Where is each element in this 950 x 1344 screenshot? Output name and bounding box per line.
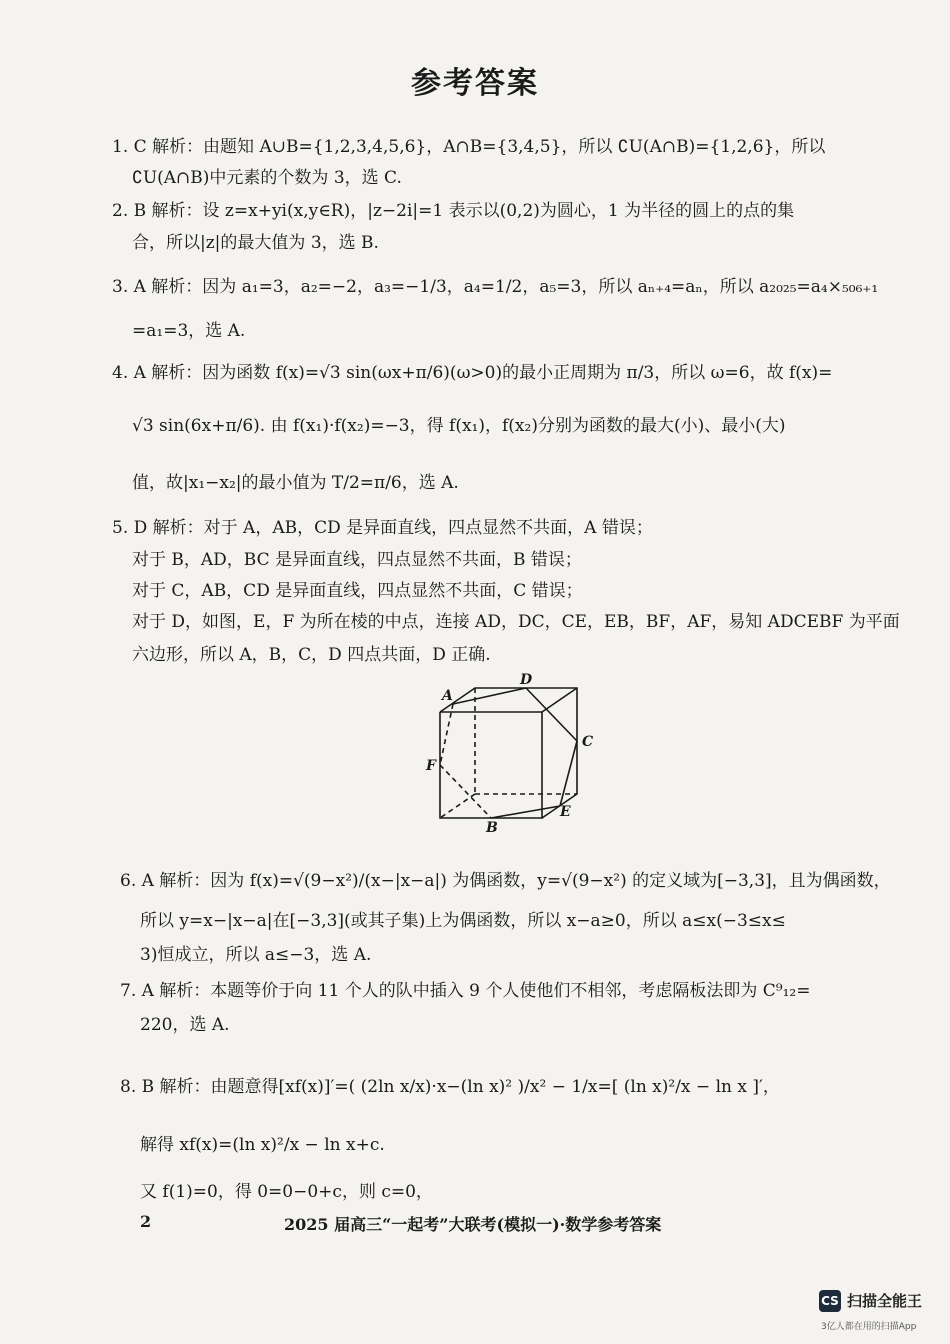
page-title: 参考答案 <box>411 66 539 101</box>
answer-line: =a₁=3，选 A. <box>132 321 246 341</box>
page-number: 2 <box>140 1212 152 1231</box>
scanner-logo-icon: CS <box>819 1290 841 1312</box>
answer-line: 3)恒成立，所以 a≤−3，选 A. <box>140 945 372 965</box>
answer-line: 合，所以|z|的最大值为 3，选 B. <box>132 233 379 253</box>
answer-line: 5. D 解析：对于 A，AB，CD 是异面直线，四点显然不共面，A 错误； <box>112 518 653 538</box>
label-a: A <box>442 688 453 704</box>
answer-line: 7. A 解析：本题等价于向 11 个人的队中插入 9 个人使他们不相邻，考虑隔板法即为 C⁹₁₂= <box>120 981 811 1001</box>
answer-line: 解得 xf(x)=(ln x)²/x − ln x+c. <box>140 1135 385 1155</box>
answer-line: 4. A 解析：因为函数 f(x)=√3 sin(ωx+π/6)(ω>0)的最小正周期为 π/3，所以 ω=6，故 f(x)= <box>112 363 833 383</box>
answer-line: 对于 D，如图，E，F 为所在棱的中点，连接 AD，DC，CE，EB，BF，AF，易知 ADCEBF 为平面 <box>132 612 900 632</box>
answer-line: 值，故|x₁−x₂|的最小值为 T/2=π/6，选 A. <box>132 473 459 493</box>
answer-line: 对于 C，AB，CD 是异面直线，四点显然不共面，C 错误； <box>132 581 583 601</box>
answer-line: 3. A 解析：因为 a₁=3，a₂=−2，a₃=−1/3，a₄=1/2，a₅=3，所以 aₙ₊₄=aₙ，所以 a₂₀₂₅=a₄×₅₀₆₊₁ <box>112 277 879 297</box>
label-f: F <box>426 758 436 774</box>
label-c: C <box>582 734 594 750</box>
answer-line: 2. B 解析：设 z=x+yi(x,y∈R)，|z−2i|=1 表示以(0,2)为圆心，1 为半径的圆上的点的集 <box>112 201 795 221</box>
label-d: D <box>520 672 533 688</box>
answer-line: 8. B 解析：由题意得[xf(x)]′=( (2ln x/x)·x−(ln x)² )/x² − 1/x=[ (ln x)²/x − ln x ]′， <box>120 1077 780 1097</box>
answer-line: 所以 y=x−|x−a|在[−3,3](或其子集)上为偶函数，所以 x−a≥0，所以 a≤x(−3≤x≤ <box>140 911 786 931</box>
answer-line: 又 f(1)=0，得 0=0−0+c，则 c=0， <box>140 1182 433 1202</box>
scanner-tagline: 3亿人都在用的扫描App <box>821 1322 917 1332</box>
label-b: B <box>486 820 498 836</box>
answer-line: 220，选 A. <box>140 1015 230 1035</box>
answer-line: ∁U(A∩B)中元素的个数为 3，选 C. <box>132 168 402 188</box>
answer-line: 六边形，所以 A，B，C，D 四点共面，D 正确. <box>132 645 491 665</box>
cube-figure <box>420 672 610 842</box>
answer-line: 6. A 解析：因为 f(x)=√(9−x²)/(x−|x−a|) 为偶函数，y=√(9−x²) 的定义域为[−3,3]，且为偶函数， <box>120 871 891 891</box>
scanner-app-name: 扫描全能王 <box>847 1292 923 1310</box>
answer-line: 1. C 解析：由题知 A∪B={1,2,3,4,5,6}，A∩B={3,4,5}，所以 ∁U(A∩B)={1,2,6}，所以 <box>112 137 826 157</box>
answer-line: 对于 B，AD，BC 是异面直线，四点显然不共面，B 错误； <box>132 550 582 570</box>
footer-text: 2025 届高三“一起考”大联考(模拟一)·数学参考答案 <box>284 1215 662 1234</box>
answer-line: √3 sin(6x+π/6). 由 f(x₁)·f(x₂)=−3，得 f(x₁)，f(x₂)分别为函数的最大(小)、最小(大) <box>132 416 786 436</box>
label-e: E <box>560 804 571 820</box>
